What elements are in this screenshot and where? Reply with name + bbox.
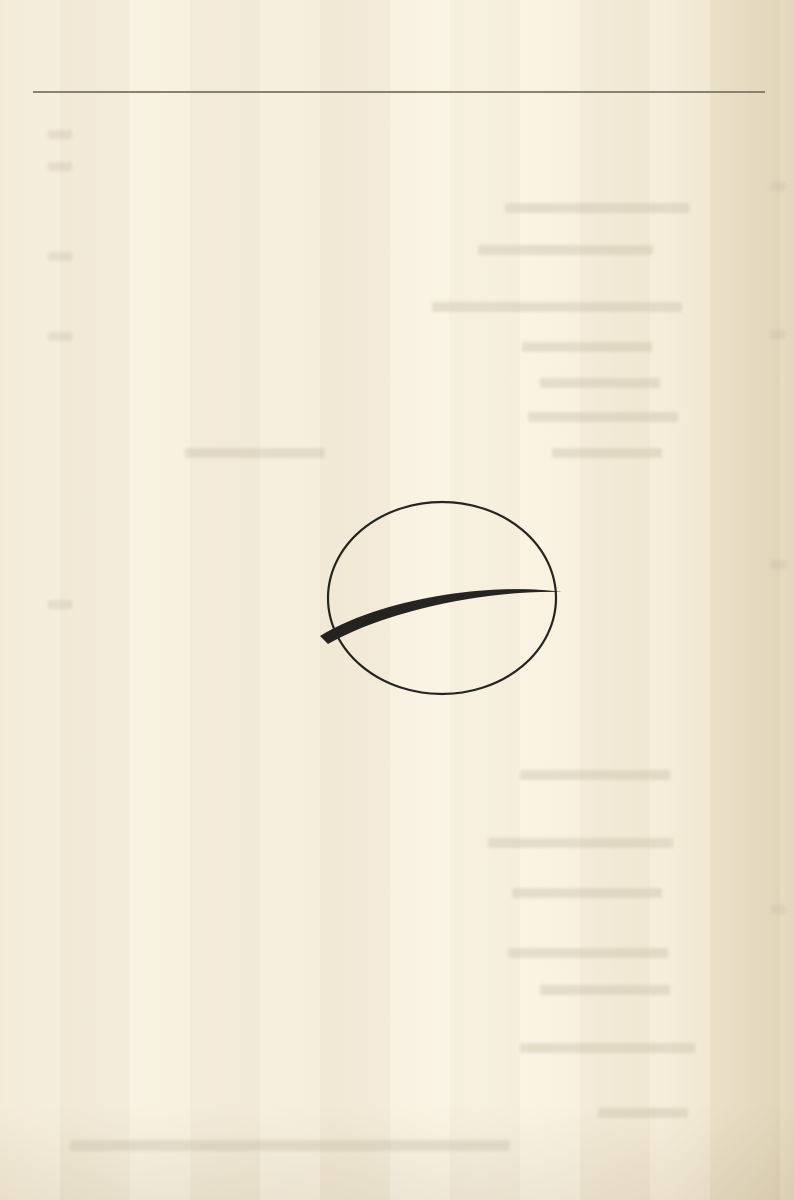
bleedthrough-line bbox=[540, 985, 670, 995]
bleedthrough-line bbox=[522, 342, 652, 352]
toc-table bbox=[33, 91, 765, 93]
bleedthrough-line bbox=[552, 448, 662, 458]
bleedthrough-number bbox=[48, 600, 72, 609]
bleedthrough-line bbox=[478, 245, 653, 255]
bleedthrough-number bbox=[770, 182, 786, 191]
bleedthrough-number bbox=[48, 332, 72, 341]
bleedthrough-line bbox=[488, 838, 673, 848]
bleedthrough-line bbox=[185, 448, 325, 458]
bleedthrough-line bbox=[528, 412, 678, 422]
bleedthrough-line bbox=[540, 378, 660, 388]
bleedthrough-number bbox=[770, 560, 786, 569]
bleedthrough-number bbox=[48, 252, 72, 261]
stamp-ring bbox=[328, 502, 556, 694]
watermark-stamp-logo bbox=[312, 494, 572, 706]
bleedthrough-line bbox=[432, 302, 682, 312]
bleedthrough-number bbox=[770, 905, 786, 914]
bleedthrough-line bbox=[508, 948, 668, 958]
bleedthrough-number bbox=[48, 130, 72, 139]
bleedthrough-line bbox=[505, 203, 690, 213]
bleedthrough-number bbox=[48, 162, 72, 171]
bleedthrough-line bbox=[70, 1140, 510, 1151]
stamp-swoosh bbox=[320, 589, 562, 644]
bleedthrough-line bbox=[520, 1043, 695, 1053]
bleedthrough-line bbox=[598, 1108, 688, 1118]
bleedthrough-line bbox=[512, 888, 662, 898]
bleedthrough-number bbox=[770, 330, 786, 339]
bleedthrough-line bbox=[520, 770, 670, 780]
